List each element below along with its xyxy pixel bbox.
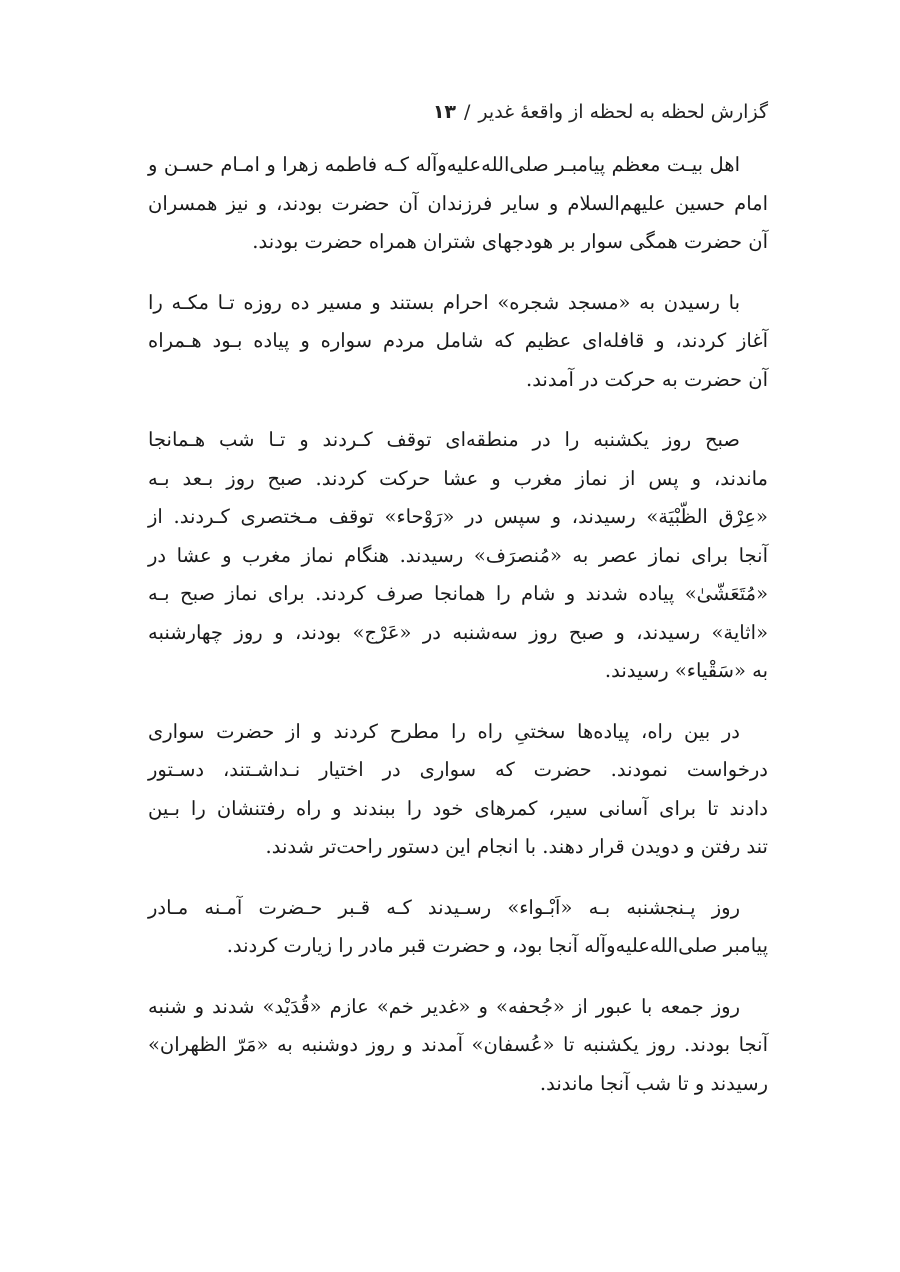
running-header-separator: / [464,101,471,123]
text-line: پیامبر صلی‌الله‌علیه‌وآله آنجا بود، و حضرت قبر مادر را زیارت کردند. [226,934,768,957]
text-line: رسیدند و تا شب آنجا ماندند. [539,1071,768,1095]
paragraph-6 [148,988,768,1104]
text-line: آن حضرت همگی سوار بر هودجهای شتران همراه حضرت بودند. [252,230,768,253]
text-line: اهل بیـت معظم پیامبـر صلی‌الله‌علیه‌وآله کـه فاطمه زهرا و امـام حسـن و [148,153,740,176]
text-line: آغاز کردند، و قافله‌ای عظیم که شامل مردم سواره و پیاده بـود هـمراه [148,329,768,352]
text-line: آنجا بودند. روز یکشنبه تا «عُسفان» آمدند و روز دوشنبه به «مَرّ الظهران» [148,1033,768,1056]
text-line: «مُتَعَشّىٰ» پیاده شدند و شام را همانجا صرف کردند. برای نماز صبح بـه [148,582,768,605]
text-line: امام حسین علیهم‌السلام و سایر فرزندان آن حضرت بودند، و نیز همسران [148,191,768,215]
text-line: تند رفتن و دویدن قرار دهند. با انجام این دستور راحت‌تر شدند. [265,835,768,858]
text-line: ماندند، و پس از نماز مغرب و عشا حرکت کردند. صبح روز بـعد بـه [148,466,768,490]
book-page [148,92,768,1125]
text-line: «عِرْق الظّبْيَة» رسیدند، و سپس در «رَوْحاء» توقف مـختصری کـردند. از [148,505,768,528]
paragraph-4 [148,713,768,867]
paragraph-3 [148,421,768,691]
running-header-title: گزارش لحظه به لحظه از واقعهٔ غدیر [478,101,768,123]
paragraph-5 [148,889,768,966]
paragraph-2 [148,284,768,400]
running-header [148,92,768,132]
text-line: به «سَقْیاء» رسیدند. [604,659,768,682]
text-line: در بین راه، پیاده‌ها سختیِ راه را مطرح کردند و از حضرت سواری [148,719,740,743]
text-line: آن حضرت به حرکت در آمدند. [526,367,768,391]
text-line: دادند تا برای آسانی سیر، کمرهای خود را ببندند و راه رفتنشان را بـین [148,796,768,820]
text-line: با رسیدن به «مسجد شجره» احرام بستند و مسیر ده روزه تـا مکـه را [148,290,740,314]
text-line: درخواست نمودند. حضرت که سواری در اختیار نـداشـتند، دسـتور [148,758,768,781]
text-line: روز جمعه با عبور از «جُحفه» و «غدیر خم» عازم «قُدَيْد» شدند و شنبه [148,994,740,1018]
paragraph-1 [148,146,768,262]
text-line: روز پـنجشنبه بـه «اَبْـواء» رسـیدند کـه قـبر حـضرت آمـنه مـادر [148,895,740,919]
text-line: آنجا برای نماز عصر به «مُنصرَف» رسیدند. هنگام نماز مغرب و عشا در [148,543,768,567]
text-line: «اثایة» رسیدند، و صبح روز سه‌شنبه در «عَرْج» بودند، و روز چهارشنبه [148,620,768,644]
page-number: ۱۳ [432,101,457,123]
text-line: صبح روز یکشنبه را در منطقه‌ای توقف کـردند و تـا شب هـمانجا [148,428,740,451]
